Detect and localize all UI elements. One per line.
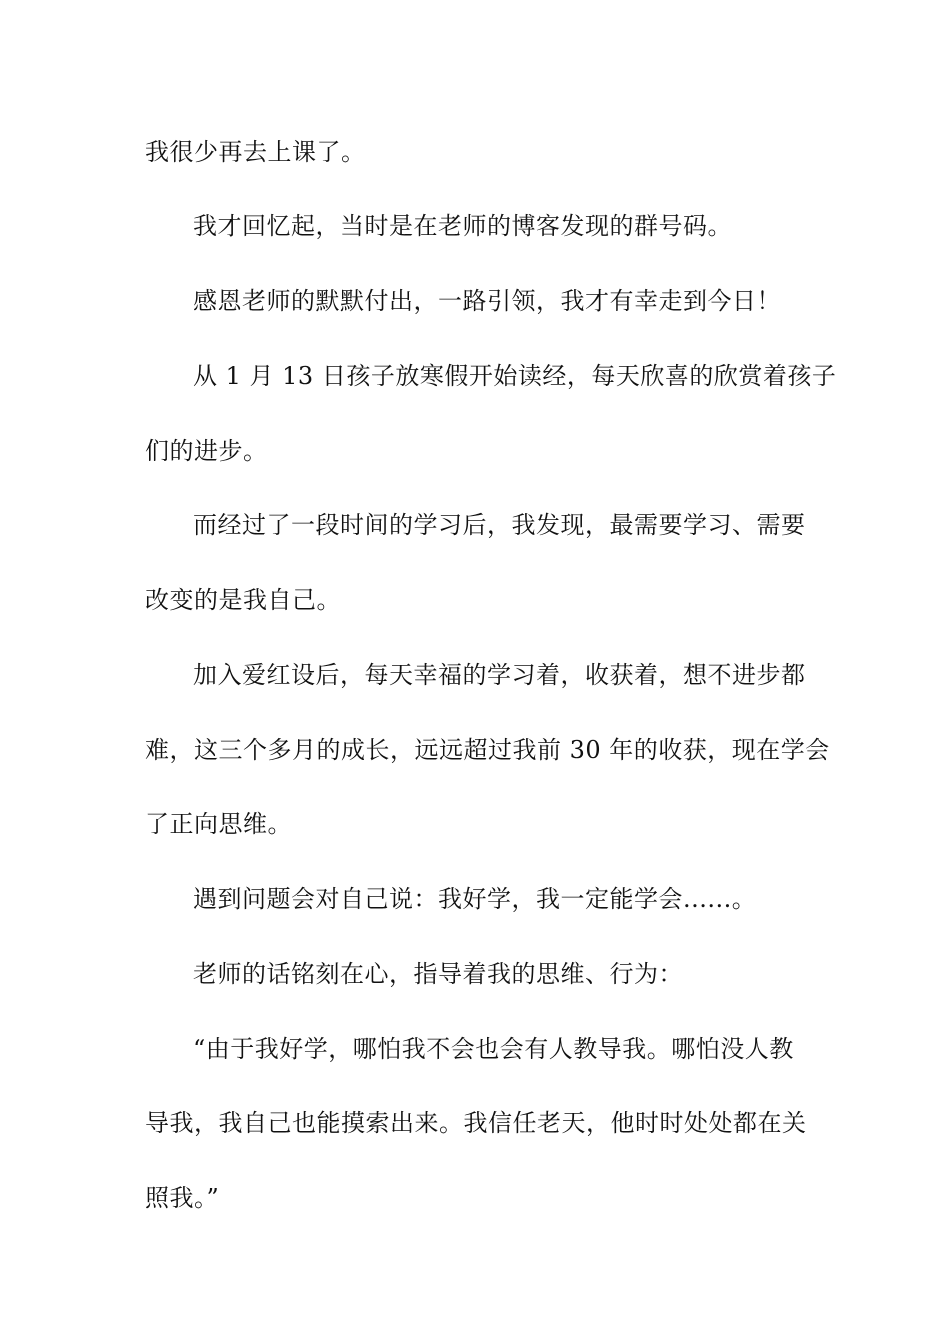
text-line: 感恩老师的默默付出，一路引领，我才有幸走到今日！ <box>193 287 781 315</box>
text-line: “由于我好学，哪怕我不会也会有人教导我。哪怕没人教 <box>193 1035 794 1063</box>
text-line: 了正向思维。 <box>145 810 292 838</box>
text-line: 们的进步。 <box>145 437 268 465</box>
text-line: 导我，我自己也能摸索出来。我信任老天，他时时处处都在关 <box>145 1109 807 1137</box>
text-line: 遇到问题会对自己说：我好学，我一定能学会......。 <box>193 885 757 913</box>
text-line: 难，这三个多月的成长，远远超过我前 30 年的收获，现在学会 <box>145 736 830 764</box>
text-line: 从 1 月 13 日孩子放寒假开始读经，每天欣喜的欣赏着孩子 <box>193 362 837 390</box>
text-line: 改变的是我自己。 <box>145 586 341 614</box>
text-line: 而经过了一段时间的学习后，我发现，最需要学习、需要 <box>193 511 806 539</box>
text-line: 我很少再去上课了。 <box>145 138 366 166</box>
text-line: 老师的话铭刻在心，指导着我的思维、行为： <box>193 960 683 988</box>
text-line: 我才回忆起，当时是在老师的博客发现的群号码。 <box>193 212 732 240</box>
text-line: 加入爱红设后，每天幸福的学习着，收获着，想不进步都 <box>193 661 806 689</box>
text-line: 照我。” <box>145 1184 220 1212</box>
